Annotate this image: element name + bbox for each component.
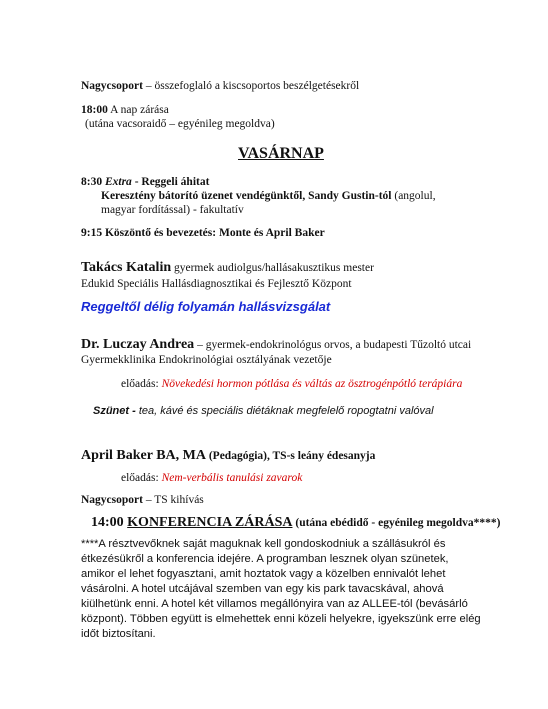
lecture-title-1: Növekedési hormon pótlása és váltás az ösztrogénpótló terápiára bbox=[161, 378, 463, 390]
text-break: tea, kávé és speciális diétáknak megfelelő ropogtatni valóval bbox=[135, 405, 434, 417]
line-translation: magyar fordítással) - fakultatív bbox=[101, 204, 244, 216]
line-lecture-baker bbox=[121, 471, 302, 485]
text-day-close: A nap zárása bbox=[107, 104, 169, 116]
lecture-title-2: Nem-verbális tanulási zavarok bbox=[161, 472, 303, 484]
label-nagycsoport: Nagycsoport bbox=[81, 80, 143, 92]
line-edukid: Edukid Speciális Hallásdiagnosztikai és Fejlesztő Központ bbox=[81, 278, 352, 290]
time-1400: 14:00 bbox=[91, 515, 128, 530]
label-extra: Extra bbox=[104, 176, 132, 188]
note-line-2: étkezésükről a konferencia idejére. A programban lesznek olyan szünetek, bbox=[81, 553, 449, 565]
time-0830: 8:30 bbox=[81, 176, 105, 188]
speaker-takacs-title: gyermek audiolgus/hallásakusztikus mester bbox=[171, 262, 374, 274]
label-nagycsoport-2: Nagycsoport bbox=[81, 494, 143, 506]
label-szunet: Szünet - bbox=[93, 405, 136, 417]
label-eloadas-2: előadás: bbox=[121, 472, 162, 484]
speaker-takacs-name: Takács Katalin bbox=[81, 260, 172, 275]
note-line-6: központ). Többen együtt is elmehettek enni közeli helyekre, igyekszünk erre elég bbox=[81, 613, 481, 625]
label-eloadas-1: előadás: bbox=[121, 378, 162, 390]
line-break bbox=[93, 404, 434, 418]
hearing-test-note: Reggeltől délig folyamán hallásvizsgálat bbox=[81, 299, 331, 314]
line-lecture-luczay bbox=[121, 377, 462, 391]
note-line-1: ****A résztvevőknek saját maguknak kell gondoskodniuk a szállásukról és bbox=[81, 538, 446, 550]
note-line-3: amikor el lehet fogyasztani, amit hoztatok vagy a közelben ennivalót lehet bbox=[81, 568, 446, 580]
text-lunch-note: (utána ebédidő - egyénileg megoldva****) bbox=[292, 517, 501, 529]
line-nagycsoport-summary bbox=[81, 79, 359, 93]
line-conference-close bbox=[91, 516, 500, 530]
line-speaker-takacs bbox=[81, 261, 374, 275]
speaker-baker-title: (Pedagógia), TS-s leány édesanyja bbox=[205, 450, 376, 462]
speaker-luczay-title: – gyermek-endokrinológus orvos, a budapesti Tűzoltó utcai bbox=[194, 339, 472, 351]
line-morning-devotion bbox=[81, 175, 209, 189]
line-speaker-luczay bbox=[81, 338, 471, 352]
text-ts-challenge: – TS kihívás bbox=[142, 494, 204, 506]
speaker-luczay-name: Dr. Luczay Andrea bbox=[81, 337, 195, 352]
line-speaker-baker bbox=[81, 449, 375, 463]
text-devotion: - Reggeli áhitat bbox=[131, 176, 210, 188]
line-guest-message bbox=[101, 189, 436, 203]
line-day-close bbox=[81, 103, 169, 117]
note-line-5: kiülhetünk enni. A hotel két villamos megállónyira van az ALLEE-tól (bevásárló bbox=[81, 598, 468, 610]
conference-close-title: KONFERENCIA ZÁRÁSA bbox=[127, 515, 293, 530]
note-line-7: időt biztosítani. bbox=[81, 628, 156, 640]
speaker-baker-name: April Baker BA, MA bbox=[81, 448, 206, 463]
line-dinner-note: (utána vacsoraidő – egyénileg megoldva) bbox=[85, 118, 275, 130]
text-english: (angolul, bbox=[391, 190, 436, 202]
text-guest-message: Keresztény bátorító üzenet vendégünktől, Sandy Gustin-tól bbox=[101, 190, 392, 202]
text-summary: – összefoglaló a kiscsoportos beszélgetésekről bbox=[142, 80, 360, 92]
section-title-vasarnap: VASÁRNAP bbox=[238, 145, 324, 162]
line-welcome: 9:15 Köszöntő és bevezetés: Monte és April Baker bbox=[81, 227, 325, 239]
line-clinic: Gyermekklinika Endokrinológiai osztályának vezetője bbox=[81, 354, 332, 366]
line-nagycsoport-ts bbox=[81, 493, 204, 507]
time-1800: 18:00 bbox=[81, 104, 108, 116]
note-line-4: vásárolni. A hotel utcájával szemben van egy kis park tavacskával, ahová bbox=[81, 583, 444, 595]
